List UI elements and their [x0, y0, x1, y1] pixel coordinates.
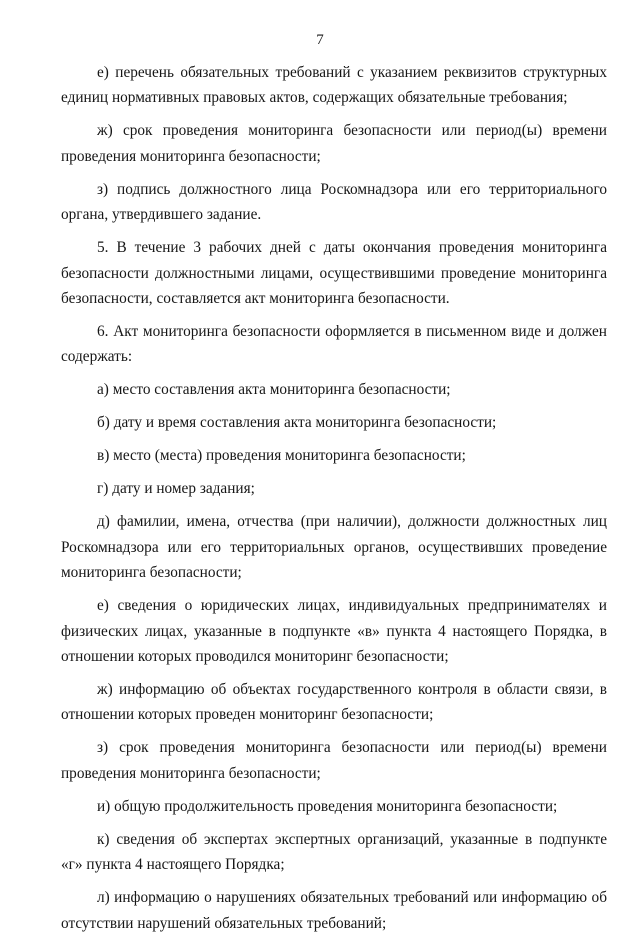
paragraph-item-z2: з) срок проведения мониторинга безопасности или период(ы) времени проведения мониторинга безопасности; [61, 739, 607, 782]
paragraph-item-zh2: ж) информацию об объектах государственного контроля в области связи, в отношении которых проведен мониторинг безопасности; [61, 681, 607, 724]
paragraph-item-a: а) место составления акта мониторинга безопасности; [97, 381, 451, 399]
document-body [61, 60, 607, 944]
paragraph-item-v: в) место (места) проведения мониторинга безопасности; [97, 447, 466, 465]
paragraph-item-z: з) подпись должностного лица Роскомнадзора или его территориального органа, утвердившего задание. [61, 180, 607, 224]
paragraph-clause-5: 5. В течение 3 рабочих дней с даты окончания проведения мониторинга безопасности должностными лицами, осуществившими проведение мониторинга безопасности, составляется акт мониторинга безопасности. [61, 239, 607, 308]
paragraph-item-g: г) дату и номер задания; [97, 480, 255, 498]
paragraph-item-b: б) дату и время составления акта мониторинга безопасности; [97, 414, 497, 432]
paragraph-item-k: к) сведения об экспертах экспертных организаций, указанные в подпункте «г» пункта 4 настоящего Порядка; [61, 830, 607, 874]
page-number: 7 [316, 32, 324, 48]
paragraph-item-zh: ж) срок проведения мониторинга безопасности или период(ы) времени проведения мониторинга безопасности; [61, 122, 607, 165]
paragraph-item-e: е) перечень обязательных требований с указанием реквизитов структурных единиц нормативных правовых актов, содержащих обязательные требования; [61, 64, 607, 107]
paragraph-item-i: и) общую продолжительность проведения мониторинга безопасности; [97, 797, 558, 815]
paragraph-item-e2: е) сведения о юридических лицах, индивидуальных предпринимателях и физических лицах, указанные в подпункте «в» пункта 4 настоящего Порядка, в отношении которых проводился мониторинг безопасности; [61, 597, 607, 666]
paragraph-item-d: д) фамилии, имена, отчества (при наличии), должности должностных лиц Роскомнадзора или его территориальных органов, осуществивших проведение мониторинга безопасности; [61, 513, 607, 582]
paragraph-item-l: л) информацию о нарушениях обязательных требований или информацию об отсутствии нарушений обязательных требований; [61, 889, 607, 932]
paragraph-clause-6: 6. Акт мониторинга безопасности оформляется в письменном виде и должен содержать: [61, 323, 607, 366]
